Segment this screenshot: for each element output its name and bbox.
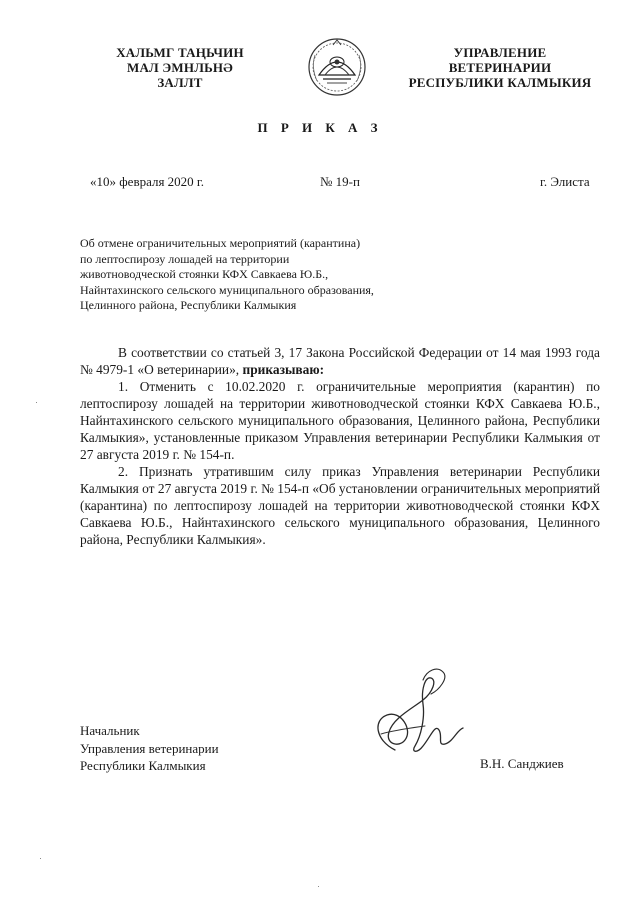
document-title: П Р И К А З xyxy=(257,120,383,135)
subject-line: по лептоспирозу лошадей на территории xyxy=(80,251,290,266)
intro-bold: приказываю: xyxy=(242,362,325,377)
signatory-position-line: Начальник xyxy=(80,723,140,738)
subject-line: Об отмене ограничительных мероприятий (карантина) xyxy=(80,236,361,250)
item-1-paragraph: 1. Отменить с 10.02.2020 г. ограничительные мероприятия (карантин) по лептоспирозу лошадей на территории животноводческой стоянки КФХ Савкаева Ю.Б., Найнтахинского сельского муниципального образования, Целинного района, Республики Калмыкия», установленные приказом Управления ветеринарии Республики Калмыкия от 27 августа 2019 г. № 154-п. xyxy=(80,379,600,462)
header-left-line: ЗАЛЛТ xyxy=(157,75,203,90)
order-body xyxy=(80,344,600,548)
scan-speck xyxy=(40,858,41,859)
order-date: «10» февраля 2020 г. xyxy=(90,174,205,189)
item-2-paragraph: 2. Признать утратившим силу приказ Управления ветеринарии Республики Калмыкия от 27 августа 2019 г. № 154-п «Об установлении ограничительных мероприятий (карантина) по лептоспирозу лошадей на территории животноводческой стоянки КФХ Савкаева Ю.Б., Найнтахинского сельского муниципального образования, Целинного района, Республики Калмыкия». xyxy=(80,464,600,547)
order-number: № 19-п xyxy=(320,174,360,189)
header-right-russian xyxy=(400,45,600,90)
order-subject xyxy=(80,236,440,314)
header-right-line: РЕСПУБЛИКИ КАЛМЫКИЯ xyxy=(408,75,592,90)
header-left-line: ХАЛЬМГ ТАҢЬЧИН xyxy=(116,45,244,60)
scan-speck xyxy=(36,402,37,403)
intro-paragraph xyxy=(80,344,600,378)
handwritten-signature xyxy=(365,660,485,770)
signatory-position xyxy=(80,722,219,775)
order-city: г. Элиста xyxy=(540,174,590,189)
subject-line: Целинного района, Республики Калмыкия xyxy=(80,298,297,312)
header-left-calmyk xyxy=(90,45,270,90)
scan-speck xyxy=(318,886,319,887)
calmykia-coat-of-arms-icon xyxy=(305,35,369,99)
intro-text: В соответствии со статьей 3, 17 Закона Российской Федерации от 14 мая 1993 года № 4979-1 «О ветеринарии», xyxy=(80,345,600,377)
signatory-position-line: Управления ветеринарии xyxy=(80,740,219,756)
header-right-line: ВЕТЕРИНАРИИ xyxy=(448,60,552,75)
signatory-position-line: Республики Калмыкия xyxy=(80,758,206,773)
header-left-line: МАЛ ЭМНЛЬНӘ xyxy=(127,60,233,75)
subject-line: животноводческой стоянки КФХ Савкаева Ю.Б., xyxy=(80,267,329,281)
signatory-name: В.Н. Санджиев xyxy=(480,756,564,771)
header-right-line: УПРАВЛЕНИЕ xyxy=(453,45,547,60)
subject-line: Найнтахинского сельского муниципального образования, xyxy=(80,282,374,297)
